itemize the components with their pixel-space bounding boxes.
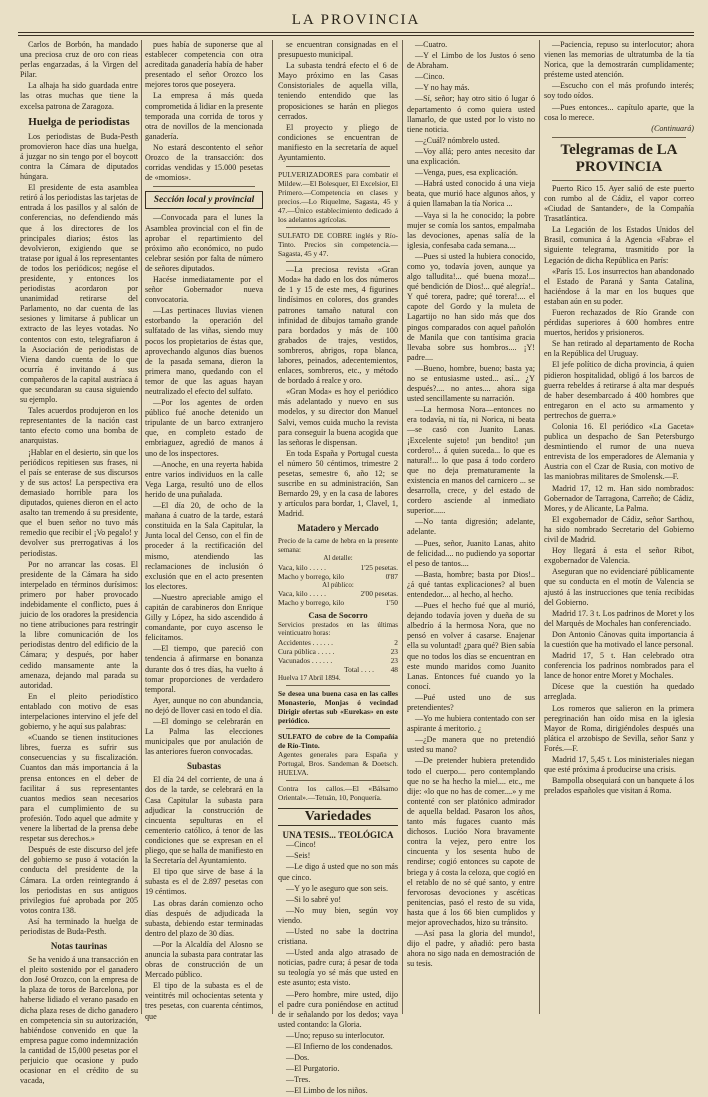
- paragraph: —Y yo le aseguro que son seis.: [286, 883, 388, 893]
- paragraph: —Nuestro apreciable amigo el capitán de carabineros don Enrique Gilly y López, ha sido ascendido á comandante, por cuyo ascenso le felicitamos.: [145, 592, 263, 643]
- paragraph: —Le digo á usted que no son más que cinco.: [278, 862, 398, 882]
- paragraph: El exgobernador de Cádiz, señor Sarthou, ha sido nombrado Secretario del Gobierno civil de Madrid.: [544, 514, 694, 545]
- market-table-retail: [278, 563, 398, 581]
- column-rule: [402, 40, 403, 1014]
- market-subtitle: Al público:: [322, 580, 354, 589]
- casa-total-value: 48: [390, 664, 398, 674]
- ad-callos: Contra los callos.—El «Bálsamo Oriental».—Tetuán, 10, Ponquería.: [278, 784, 398, 803]
- table-row: [278, 656, 398, 665]
- paragraph: La Legación de los Estados Unidos del Brasil, comunica á la Agencia «Fabra» el siguiente telegrama, trasmitido por la Legación de dicha República en París:: [544, 225, 694, 265]
- paragraph: —De pretender hubiera pretendido todo el cuerpo.... pero contemplando que no se ha hecho la miel.... etc., me dije: «lo que no has de comer....» y me contenté con ser platónico admirador de aquella beldad. Pasaron los años, tanto más fugaces cuanto más dichosos. Lucióo Nora bravamente contra la vejez, pero entre los cincuenta y los sesenta hubo de rendirse; cogió entonces su capote de briega y á costa la celoza, que cogió en el retablo de no sé qué santo, y entre fervorosas devociones y ascéticas penitencias, pasó el resto de su vida, hasta que á los 66 bien cumplidos y mejor aprovechados, hizo su tránsito.: [407, 756, 535, 927]
- section-heading-matadero: Matadero y Mercado: [297, 523, 379, 534]
- paragraph: se encuentran consignadas en el presupuesto municipal.: [278, 40, 398, 60]
- ad-casa: Se desea una buena casa en las calles Monasterio, Monjas ó vecindad Dirigir ofertas sub «Eurekas» en este periódico.: [278, 689, 398, 726]
- paragraph: —Si lo sabré yo!: [286, 894, 342, 904]
- paragraph: —Dos.: [286, 1053, 310, 1063]
- divider: [286, 780, 390, 781]
- paragraph: —Escucho con el más profundo interés; soy todo oídos.: [544, 81, 694, 101]
- paragraph: —Tres.: [286, 1075, 311, 1085]
- divider: [286, 685, 390, 686]
- column-rule: [141, 40, 142, 1014]
- divider: [286, 261, 390, 262]
- paragraph-group: [278, 840, 398, 1096]
- row-label: Macho y borrego, kilo: [278, 571, 345, 581]
- market-subtitle: Al detalle:: [323, 554, 353, 563]
- row-value: 23: [390, 646, 398, 656]
- paragraph: —No muy bien, según voy viendo.: [278, 905, 398, 925]
- casa-total: [278, 665, 398, 674]
- paragraph: Después de este discurso del jefe del gobierno se puso á votación la conducta del presidente de la Cámara. La orden reintegrando á los periodistas en sus antiguos privilegios fué aprobada por 205 votos contra 138.: [20, 845, 138, 915]
- paragraph: El tipo que sirve de base á la subasta es el de 2.897 pesetas con 19 céntimos.: [145, 867, 263, 897]
- paragraph: —Venga, pues, esa explicación.: [415, 168, 518, 178]
- paragraph: —¿De manera que no pretendió usted su mano?: [407, 735, 535, 755]
- paragraph: El jefe político de dicha provincia, á quien pidieron hospitalidad, obligó á los barcos de guerra rebeldes á retirarse á alta mar después de haber desembarcado á 400 hombres que entregaron en el acto su armamento y pertrechos de guerra.»: [544, 360, 694, 420]
- paragraph: —Uno; repuso su interlocutor.: [286, 1030, 385, 1040]
- paragraph: —Pues, señor, Juanito Lanas, ahito de felicidad.... no pudiendo ya soportar el peso de tantos....: [407, 538, 535, 568]
- ad-sulfato-agentes: Agentes generales para España y Portugal, Bros. Sandeman & Doetsch. HUELVA.: [278, 750, 398, 778]
- paragraph: —El tiempo, que pareció con tendencia á afirmarse en bonanza durante dos ó tres días, ha vuelto á tomar proporciones de verdadero temporal.: [145, 644, 263, 694]
- section-heading-subastas: Subastas: [186, 761, 222, 772]
- paragraph: Madrid 17, 12 m. Han sido nombrados: Gobernador de Tarragona, Carreño; de Cádiz, Mores, y de Alicante, La Palma.: [544, 483, 694, 513]
- paragraph: Se ha venido á una transacción en el pleito sostenido por el ganadero don José Orozco, con la empresa de la plaza de toros de Barcelona, por haberse lidiado el verano pasado en dicha plaza reses de dicho ganadero en competencia sin su autorización, habiéndose convenido en que la empresa pague como indemnización la cantidad de 15,000 pesetas por el perjuicio que ocasione y pudo ocasionar en el crédito de su vacada,: [20, 955, 138, 1086]
- casa-table: [278, 638, 398, 665]
- divider: [286, 227, 390, 228]
- paragraph: —Sí, señor; hay otro sitio ó lugar ó departamento ó como quiera usted llamarlo, de que usted por lo visto no tiene noticia.: [407, 94, 535, 134]
- row-label: Cura pública . . . . .: [278, 646, 335, 656]
- section-heading-local: Sección local y provincial: [145, 191, 263, 209]
- ad-sulfato: SULFATO DE COBRE inglés y Río-Tinto. Precios sin competencia.—Sagasta, 45 y 47.: [278, 231, 398, 259]
- paragraph: —Por los agentes de orden público fué anoche detenido un tripulante de un barco extranjero que, en completo estado de embriaguez, agredió de manos á uno de los inspectores.: [145, 398, 263, 458]
- divider: [286, 728, 390, 729]
- paragraph: Tales acuerdos produjeron en los representantes de la nación cast tanto efecto como una bomba de anarquistas.: [20, 406, 138, 446]
- paragraph: Dícese que la cuestión ha quedado arreglada.: [544, 682, 694, 702]
- section-heading-taurinas: Notas taurinas: [50, 941, 108, 952]
- paragraph: —El domingo se celebrarán en La Palma las elecciones municipales que por anulación de las anteriores fueron convocadas.: [145, 717, 263, 757]
- paragraph: ¡Hablar en el desierto, sin que los periódicos repitiesen sus frases, ni el país se enterase de sus discursos y de sus actos! La perspectiva era demasiado horrible para los diputados, quienes dieron en el acto asalto tan tremendo á su presidente, que el buen señor no tuvo más remedio que recibir el ¡Vo pegalo! y devolver sus prerrogativas á los periodistas.: [20, 447, 138, 558]
- paragraph-group: [278, 40, 398, 163]
- paragraph: Fueron rechazados de Río Grande con pérdidas superiores á 600 hombres entre muertos, heridos y prisioneros.: [544, 307, 694, 338]
- row-value: 2: [394, 637, 398, 647]
- row-label: Vaca, kilo . . . . .: [278, 562, 327, 572]
- paragraph: —Cinco!: [286, 840, 317, 850]
- paragraph: —Las pertinaces lluvias vienen estorbando la operación del sulfatado de las viñas, siendo muy pocos los propietarios de éstas que, aprovechando algunos días buenos de la pasada semana, dieron la primera mano, quedando con el temor de que las aguas hayan neutralizado el efecto del sulfato.: [145, 306, 263, 396]
- row-label: Vaca, kilo . . . . .: [278, 589, 327, 599]
- paragraph: —Usted anda algo atrasado de noticias, padre cura; á pesar de toda su teología yo sé más que usted en este asunto; esta visto.: [278, 948, 398, 988]
- divider: [153, 186, 255, 187]
- paragraph: —¿Cuál? nómbrelo usted.: [415, 135, 500, 145]
- market-table-public: [278, 589, 398, 607]
- paragraph: Bampolla obsequiará con un banquete á los prelados españoles que visitan á Roma.: [544, 776, 694, 796]
- casa-socorro-title: Casa de Socorro: [308, 610, 368, 621]
- paragraph: —No tanta digresión; adelante, adelante.: [407, 517, 535, 537]
- paragraph-group: [145, 775, 263, 1021]
- paragraph: Así ha terminado la huelga de periodistas de Buda-Pesth.: [20, 916, 138, 936]
- paragraph: Madrid 17. 3 t. Los padrinos de Moret y los del Marqués de Mochales han conferenciado.: [544, 608, 694, 628]
- row-value: 23: [390, 655, 398, 665]
- section-heading-telegramas: Telegramas de LA PROVINCIA: [560, 141, 678, 175]
- table-row: [278, 572, 398, 581]
- section-heading-huelga: Huelga de periodistas: [28, 115, 130, 128]
- row-value: 0'87: [385, 571, 398, 581]
- paragraph: —Usted no sabe la doctrina cristiana.: [278, 927, 398, 947]
- paragraph: —Por la Alcaldía del Alosno se anuncia la subasta para contratar las obras de construcción de un Mercado público.: [145, 939, 263, 980]
- paragraph: —Así pasa la gloria del mundo!, dijo el padre, y añadió: pero basta ahora no sigo nada en demostración de su tesis.: [407, 929, 535, 969]
- row-value: 1'25 pesetas.: [360, 562, 398, 572]
- paragraph: «París 15. Los insurrectos han abandonado el Estado de Paraná y Santa Catalina, haciéndose á la mar en los buques que estaban aún en su poder.: [544, 266, 694, 306]
- paragraph: Las obras darán comienzo ocho días después de adjudicada la subasta, debiendo estar terminadas dentro del plazo de 30 días.: [145, 898, 263, 938]
- divider: [286, 166, 390, 167]
- paragraph: Los romeros que salieron en la primera peregrinación han oído misa en la iglesia Mayor de Roma, dirigiéndoles después una plática el arzobispo de Sevilla, señor Sanz y Forés.—F.: [544, 703, 694, 753]
- market-intro: Precio de la carne de hebra en la presente semana:: [278, 537, 398, 554]
- masthead: [18, 10, 694, 33]
- section-heading-variedades: Variedades: [278, 808, 398, 826]
- paragraph: —Pué usted uno de sus pretendientes?: [407, 692, 535, 712]
- paragraph: La empresa á más queda comprometida á lidiar en la presente temporada una corrida de toros y otra de novillos de la mencionada ganadería.: [145, 91, 263, 141]
- row-value: 1'50: [385, 598, 398, 608]
- paragraph: —Vaya si la he conocido; la pobre mujer se comía los santos, empalmaba las devociones, apenas salía de la iglesia, confesaba cada semana....: [407, 210, 535, 250]
- column-5: [544, 40, 694, 1014]
- paragraph: Hoy llegará á esta el señor Ribot, exgobernador de Valencia.: [544, 546, 694, 566]
- paragraph: La subasta tendrá efecto el 6 de Mayo próximo en las Casas Consistoriales de aquella villa, teniendo entendido que las proposiciones se harán en pliegos cerrados.: [278, 61, 398, 121]
- tesis-title: UNA TESIS... TEOLÓGICA: [282, 830, 394, 841]
- paragraph-group: [145, 40, 263, 183]
- column-rule: [539, 40, 540, 1014]
- paragraph-group: [278, 265, 398, 519]
- table-row: [278, 598, 398, 607]
- paragraph: —La preciosa revista «Gran Moda» ha dado en los dos números de 1 y 15 de este mes, 4 figurines lindísimos en colores, dos grandes patrones tamaño natural con infinidad de dibujos tamaño grande para bordados y más de 100 grabados de trajes, vestidos, sombreros, abrigos, ropa blanca, labores, peinados, adecentemientos, enlaces, sombreros, etc., y método de bordado á realce y oro.: [278, 265, 398, 386]
- paragraph: En toda España y Portugal cuesta el número 50 céntimos, trimestre 2 pesetas, semestre 6, año 12; se suscribe en su administración, San Bernardo 29, y en la casa de labores y artículos para bordar, 1, Clavel, 1, Madrid.: [278, 448, 398, 519]
- paragraph: —El día 20, de ocho de la mañana á cuatro de la tarde, estará constituida en la Sala Capitular, la Junta local del Censo, con el fin de proceder á la rectificación del mismo, atendiendo las reclamaciones de inclusión ó exclusión que en el acto presenten los electores.: [145, 501, 263, 591]
- row-value: 2'00 pesetas.: [360, 589, 398, 599]
- paragraph: El proyecto y pliego de condiciones se encuentran de manifiesto en la secretaría de aquel Ayuntamiento.: [278, 122, 398, 163]
- table-row: [278, 647, 398, 656]
- column-2: [145, 40, 263, 1021]
- paragraph: No estará descontento el señor Orozco de la transacción: dos corridas vendidas y 15.000 pesetas de «momios».: [145, 142, 263, 183]
- paragraph: —Cinco.: [415, 72, 445, 82]
- paragraph: Colonia 16. El periódico «La Gaceta» publica un despacho de San Petersburgo desmintiendo el rumor de una nueva entrevista de los emperadores de Alemania y Austria con el Czar de Rusia, con motivo de las maniobras militares de Smolensk.—F.: [544, 422, 694, 482]
- paragraph: —Pues el hecho fué que al murió, dejando todavía joven y dueña de su albedrío á la hermosa Nora, que no pensó en volver á casarse. Enajenar ella su voluntad! ¿para qué? Bien sabía que no todos los días se encuentran en este mundo maridos como Juanito Lanas. Entonces fué cuando yo la conocí.: [407, 601, 535, 691]
- paragraph: Hacése inmediatamente por el señor Gobernador nueva convocatoria.: [145, 274, 263, 305]
- paragraph-group: [145, 213, 263, 757]
- paragraph: —Basta, hombre; basta por Dios!.. ¿á qué tantas explicaciones? al buen entendedor.... al hecho, al hecho.: [407, 569, 535, 599]
- paragraph: pues había de suponerse que al establecer competencia con otra acreditada ganadería había de haber presentado el señor Orozco los mejores toros que poseyera.: [145, 40, 263, 90]
- paragraph: Se han retirado al departamento de Rocha en la República del Uruguay.: [544, 339, 694, 359]
- ad-sulfato-riotinto: SULFATO de cobre de la Compañía de Río-Tinto.: [278, 732, 398, 751]
- paragraph-group: [544, 184, 694, 797]
- row-label: Vacunados . . . . . .: [278, 655, 333, 665]
- divider: [552, 137, 686, 138]
- paragraph: —Y no hay más.: [415, 83, 470, 93]
- paragraph: —El Infierno de los condenados.: [286, 1042, 393, 1052]
- table-row: [278, 638, 398, 647]
- paragraph: —Pues si usted la hubiera conocido, como yo, todavía joven, aunque ya algo talludita!... qué buena moza!... qué bendición de Dios!... qué alegría!.. Y qué torera, padre; qué torera!.... el capote del Gordo y la muleta de Lagartijo no han sido más que dos pingos comparados con aquel pañolón de Manila que con tantísima gracia llevaba sobre sus hombros.... ¡Y! padre....: [407, 251, 535, 362]
- paragraph: Por no arrancar las cosas. El presidente de la Cámara ha sido interpelado en términos durísimos: primero por haber provocado indebidamente el conflicto, pues á juicio de los oradores la presidencia no tiene atribuciones para restringir la libre comunicación de los periodistas dentro del edificio de la Cámara; y después, por haber cedido mansamente ante la amenaza, dejando mal parada su autoridad.: [20, 559, 138, 690]
- paragraph-group: [20, 40, 138, 112]
- paragraph: —Bueno, hombre, bueno; basta ya; no se entusiasme usted... así... ¿Y después?.... no antes.... ahora siga usted sencillamente su narración.: [407, 363, 535, 404]
- paragraph: «Gran Moda» es hoy el periódico más adelantado y nuevo en sus modelos, y su director don Manuel Salvi, vemos cuida mucho la revista para conseguir la buena acogida que las señoras le dispensan.: [278, 387, 398, 447]
- paragraph: —El Limbo de los niños.: [286, 1086, 368, 1096]
- paragraph: Ayer, aunque no con abundancia, no dejó de llover casi en todo el día.: [145, 695, 263, 715]
- paragraph: —Convocada para el lunes la Asamblea provincial con el fin de aprobar el repartimiento del próximo año económico, no pudo celebrar sesión por falta de número de señores diputados.: [145, 213, 263, 273]
- paragraph: —Pero hombre, mire usted, dijo el padre cura poniéndose en actitud de ir señalando por los dedos; vaya usted contando: la Gloria.: [278, 989, 398, 1029]
- paragraph: —La hermosa Nora—entonces no era todavía, ni tía, ni Norica, ni beata—se casó con Juanito Lanas. ¡Excelente sujeto! ¡un bendito! ¡un cordero!... á quien suceda... lo que es natural!... lo que pasa á todo cordero que no deja prematuramente la existencia en manos del carnicero ... se desarrolla, crece, y del estado de cordero asciende al inmediato superior......: [407, 405, 535, 516]
- row-label: Macho y borrego, kilo: [278, 598, 345, 608]
- paragraph: El tipo de la subasta es el de veintitrés mil ochocientas setenta y tres pesetas, con cuarenta céntimos, que: [145, 981, 263, 1021]
- casa-intro: Servicios prestados en las últimas veinticuatro horas:: [278, 620, 398, 638]
- paragraph: El día 24 del corriente, de una á dos de la tarde, se celebrará en la Casa Capitular la subasta para adjudicar la construcción de cincuenta sepulturas en el cementerio católico, á tenor de las condiciones que se expresan en el pliego, que se halla de manifiesto en la Secretaría del Ayuntamiento.: [145, 775, 263, 866]
- column-3: [278, 40, 398, 1096]
- paragraph-group: [20, 132, 138, 937]
- paragraph: —Yo me hubiera contentado con ser aspirante á meritorio. ¿: [407, 714, 535, 734]
- table-row: [278, 589, 398, 598]
- paragraph: —Paciencia, repuso su interlocutor; ahora vienen las memorias de ultratumba de la tía Norica, que la demostrarán cumplidamente; présteme usted atención.: [544, 40, 694, 80]
- row-label: Accidentes . . . . . .: [278, 637, 334, 647]
- paragraph-group: [407, 40, 535, 969]
- paragraph: Los periodistas de Buda-Pesth promovieron hace días una huelga, á juzgar no sin tengo por el boycott contra la Cámara de diputados húngara.: [20, 131, 138, 182]
- paragraph: —El Purgatorio.: [286, 1064, 340, 1074]
- paragraph: —Seis!: [286, 851, 311, 861]
- paragraph: «Cuando se tienen instituciones libres, fuerza es sufrir sus consecuencias y su fiscalización. Cuantos dan más importancia á la prensa entonces en el deber de facilitar á sus representantes cuantos medios sean necesarios para el cumplimiento de su profesión. Todo aquel que admite y venere la libertad de la prensa debe respetar sus derechos.»: [20, 733, 138, 844]
- paragraph: Madrid 17, 5,45 t. Los ministeriales niegan que esté próxima á producirse una crisis.: [544, 755, 694, 775]
- column-4: [407, 40, 535, 1014]
- column-1: [20, 40, 138, 1086]
- dateline: Huelva 17 Abril 1894.: [278, 673, 341, 682]
- paragraph: Don Antonio Cánovas quita importancia á la cuestión que ha motivado el lance personal.: [544, 629, 694, 649]
- column-rule: [272, 40, 273, 1014]
- paragraph: —Anoche, en una reyerta habida entre varios individuos en la calle Vega Larga, resultó uno de ellos herido de una puñalada.: [145, 459, 263, 499]
- paragraph: —Cuatro.: [415, 40, 448, 49]
- divider: [552, 180, 686, 181]
- paragraph: Puerto Rico 15. Ayer salió de este puerto con rumbo al de Cádiz, el vapor correo «Ciudad de Santander», de la Compañía Trasatlántica.: [544, 183, 694, 224]
- paragraph: —Voy allá; pero antes necesito dar una explicación.: [407, 146, 535, 167]
- newspaper-title: LA PROVINCIA: [291, 12, 421, 28]
- table-row: [278, 563, 398, 572]
- paragraph: En el pleito periodístico entablado con motivo de esas interpelaciones intervino el jefe del gobierno, y he aquí sus palabras:: [20, 691, 138, 732]
- paragraph: —Y el Limbo de los Justos ó seno de Abraham.: [407, 51, 535, 71]
- paragraph-group: [544, 40, 694, 123]
- paragraph: Aseguran que no evidenciaré públicamente que su conducta en el motín de Valencia se ajustó á las instrucciones que tenía recibidas del Gobierno.: [544, 567, 694, 607]
- continuara: (Continuará): [651, 123, 694, 133]
- ad-pulverizadores: PULVERIZADORES para combatir el Mildew.—El Bolesquer, El Excelsior, El Primero.—Competencia en clases y precios.—Lo Riquelme, Sagasta, 45 y 47.—Único establecimiento dedicado á los adelantos agrícolas.: [278, 170, 398, 225]
- paragraph: —Habrá usted conocido á una vieja beata, que murió hace algunos años, y á quien llamaban la tía Norica ...: [407, 179, 535, 209]
- casa-total-label: Total . . . .: [344, 664, 374, 674]
- paragraph: La alhaja ha sido guardada entre las otras muchas que tiene la excelsa patrona de Zaragoza.: [20, 81, 138, 111]
- paragraph: Madrid 17, 5 t. Han celebrado otra conferencia los padrinos nombrados para el lance de honor entre Moret y Mochales.: [544, 651, 694, 681]
- masthead-rule: [18, 35, 694, 36]
- paragraph: Carlos de Borbón, ha mandado una preciosa cruz de oro con rieas perlas engarzadas, á la Virgen del Pilar.: [20, 40, 138, 80]
- paragraph: —Pues entonces... capítulo aparte, que la cosa lo merece.: [544, 102, 694, 122]
- paragraph: El presidente de esta asamblea retiró á los periodistas las tarjetas de entrada á los pasillos y al salón de conferencias, no defendiendo más que á los directores de los principales diarios; éstos las devolvieron, exigiendo que se tratase por igual á los representantes de todos los periódicos; negóse el presidente, y entonces los periodistas acordaron por unanimidad retirarse del Parlamento, no dar cuenta de las sesiones y limitarse á publicar un extracto de las leyes votadas. No contentos con esto, telegrafiaron á la Asociación de periodistas de Viena dando cuenta de lo que ocurría é invitando á sus compañeros de la capital austríaca á que secundaran su causa siguiendo su ejemplo.: [20, 183, 138, 405]
- paragraph-group: [20, 955, 138, 1086]
